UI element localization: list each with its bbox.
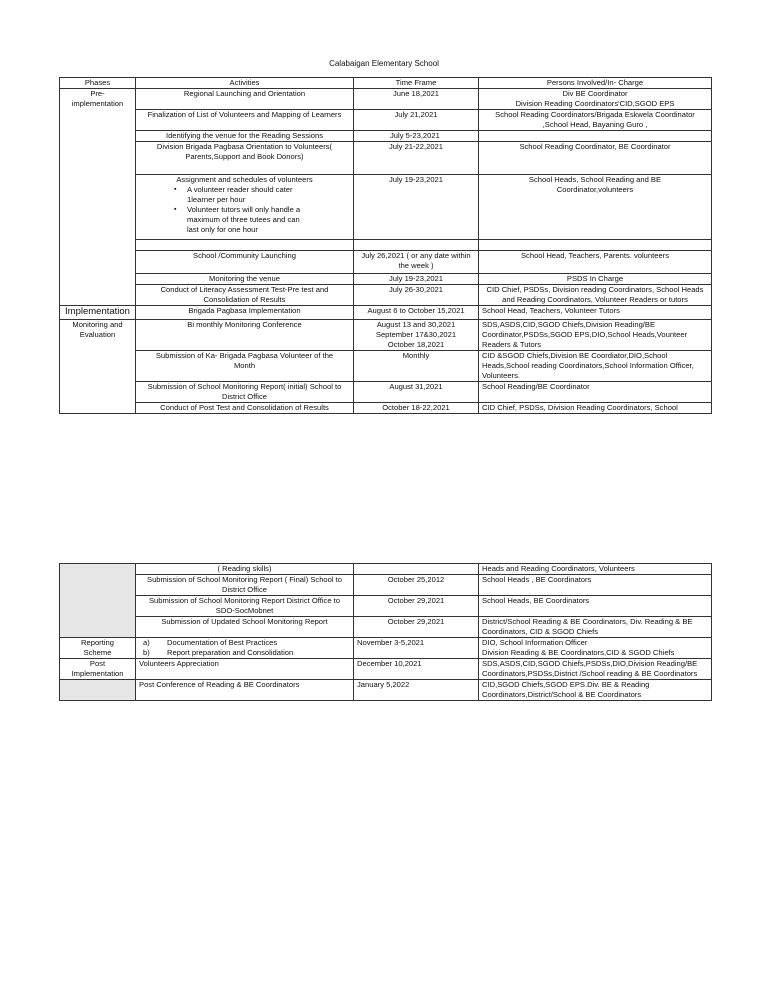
table-row (60, 617, 712, 638)
list-marker: a) (143, 638, 150, 648)
time-cell: June 18,2021 (354, 89, 479, 110)
time-cell: August 31,2021 (354, 381, 479, 402)
phase-reporting-scheme: Reporting Scheme (60, 638, 136, 659)
table-row (60, 638, 712, 659)
persons-text: DIO, School Information Officer Division Reading & BE Coordinators,CID & SGOD Chiefs (482, 638, 675, 658)
table-row (60, 680, 712, 701)
time-cell: October 29,2021 (354, 617, 479, 638)
activity-cell: Finalization of List of Volunteers and Mapping of Learners (136, 110, 354, 131)
table-row (60, 350, 712, 381)
list-marker: b) (143, 648, 150, 658)
activity-cell: Conduct of Literacy Assessment Test-Pre test and Consolidation of Results (136, 285, 354, 306)
table-row-empty (60, 240, 712, 251)
table-row (60, 142, 712, 175)
time-cell: July 19-23,2021 (354, 175, 479, 240)
time-cell: July 19-23,2021 (354, 274, 479, 285)
time-cell: July 26,2021 ( or any date within the week ) (354, 251, 479, 274)
activity-text: Assignment and schedules of volunteers (176, 175, 313, 185)
time-cell: July 26-30,2021 (354, 285, 479, 306)
phase-pre-implementation: Pre-implementation (60, 89, 136, 306)
table-row (60, 110, 712, 131)
time-cell: January 5,2022 (354, 680, 479, 701)
list-item-text: Report preparation and Consolidation (167, 648, 294, 658)
persons-cell (479, 240, 712, 251)
persons-cell: Heads and Reading Coordinators, Volunteers (479, 564, 712, 575)
table-row (60, 596, 712, 617)
persons-cell: School Head, Teachers, Volunteer Tutors (479, 306, 712, 320)
volunteer-rules-list (139, 185, 350, 235)
activity-cell: Post Conference of Reading & BE Coordinators (136, 680, 354, 701)
activity-cell: Submission of Ka- Brigada Pagbasa Volunteer of the Month (136, 350, 354, 381)
persons-cell: CID &SGOD Chiefs,Division BE Coordiator,DIO,School Heads,School reading Coordinators,School Information Officer, Volunteers. (479, 350, 712, 381)
table-row (60, 575, 712, 596)
list-item (143, 648, 350, 658)
activity-cell: Submission of School Monitoring Report District Office to SDO-SocMobnet (136, 596, 354, 617)
time-cell: October 25,2012 (354, 575, 479, 596)
header-activities: Activities (136, 78, 354, 89)
time-cell: July 21,2021 (354, 110, 479, 131)
activity-cell: ( Reading skills) (136, 564, 354, 575)
activity-cell: School /Community Launching (136, 251, 354, 274)
persons-cell: PSDS In Charge (479, 274, 712, 285)
header-phases: Phases (60, 78, 136, 89)
list-item-text: Documentation of Best Practices (167, 638, 278, 648)
time-cell: Monthly (354, 350, 479, 381)
persons-cell (479, 131, 712, 142)
time-cell (354, 240, 479, 251)
list-item: ▪ A volunteer reader should cater 1learner per hour (187, 185, 350, 205)
list-item (143, 638, 350, 648)
activity-plan-table-continued (59, 563, 712, 701)
activity-cell: Regional Launching and Orientation (136, 89, 354, 110)
activity-cell: Volunteers Appreciation (136, 659, 354, 680)
time-cell: November 3-5,2021 (354, 638, 479, 659)
persons-cell: District/School Reading & BE Coordinators, Div. Reading & BE Coordinators, CID & SGOD Chiefs (479, 617, 712, 638)
activity-cell: Submission of School Monitoring Report( initial) School to District Office (136, 381, 354, 402)
table-row (60, 564, 712, 575)
time-cell: October 18-22,2021 (354, 402, 479, 413)
table-row (60, 319, 712, 350)
phase-monitoring-evaluation: Monitoring and Evaluation (60, 319, 136, 413)
time-cell: July 21-22,2021 (354, 142, 479, 175)
table-row (60, 381, 712, 402)
school-title: Calabaigan Elementary School (329, 59, 439, 68)
time-cell: July 5-23,2021 (354, 131, 479, 142)
persons-cell: School Reading Coordinator, BE Coordinator (479, 142, 712, 175)
time-cell: October 29,2021 (354, 596, 479, 617)
reporting-list (139, 638, 350, 658)
activity-cell: Division Brigada Pagbasa Orientation to Volunteers( Parents,Support and Book Donors) (136, 142, 354, 175)
table-row (60, 659, 712, 680)
persons-cell: SDS,ASDS,CID,SGOD Chiefs,PSDSs,DIO,Division Reading/BE Coordinators,PSDSs,District /School reading & BE Coordinators (479, 659, 712, 680)
persons-cell (479, 89, 712, 110)
phase-implementation: Implementation (60, 306, 136, 320)
time-cell (354, 564, 479, 575)
persons-cell: School Reading/BE Coordinator (479, 381, 712, 402)
activity-cell: Conduct of Post Test and Consolidation of Results (136, 402, 354, 413)
time-text: August 13 and 30,2021 September 17&30,2021 October 18,2021 (375, 319, 457, 349)
time-cell: December 10,2021 (354, 659, 479, 680)
activity-cell: Submission of School Monitoring Report ( Final) School to District Office (136, 575, 354, 596)
header-time-frame: Time Frame (354, 78, 479, 89)
activity-cell (136, 240, 354, 251)
activity-cell: Bi monthly Monitoring Conference (136, 319, 354, 350)
persons-cell: CID Chief, PSDSs, Division Reading Coordinators, School (479, 402, 712, 413)
activity-cell: Identifying the venue for the Reading Sessions (136, 131, 354, 142)
persons-cell: SDS,ASDS,CID,SGOD Chiefs,Division Reading/BE Coordinator,PSDSs,SGOD EPS,DIO,School Heads,Vounteer Readers & Tutors (479, 319, 712, 350)
persons-cell: School Heads , BE Coordinators (479, 575, 712, 596)
table-row (60, 274, 712, 285)
persons-text: Div BE Coordinator Division Reading Coordinators'CID,SGOD EPS (515, 89, 675, 109)
persons-cell: School Heads, BE Coordinators (479, 596, 712, 617)
time-cell (354, 319, 479, 350)
table-row (60, 306, 712, 320)
table-row (60, 285, 712, 306)
persons-cell (479, 638, 712, 659)
activity-cell: Brigada Pagbasa Implementation (136, 306, 354, 320)
activity-cell (136, 638, 354, 659)
table-row (60, 89, 712, 110)
table-row (60, 402, 712, 413)
persons-cell: School Head, Teachers, Parents. volunteers (479, 251, 712, 274)
persons-cell: School Reading Coordinators/Brigada Eskwela Coordinator ,School Head, Bayaning Guro , (479, 110, 712, 131)
persons-cell: School Heads, School Reading and BE Coordinator,volunteers (479, 175, 712, 240)
activity-plan-table (59, 77, 712, 414)
table-row (60, 251, 712, 274)
table-row (60, 175, 712, 240)
persons-cell: CID Chief, PSDSs, Division reading Coordinators, School Heads and Reading Coordinators, Volunteer Readers or tutors (479, 285, 712, 306)
table-row (60, 131, 712, 142)
list-item: ▪ Volunteer tutors will only handle a maximum of three tutees and can last only for one hour (187, 205, 350, 235)
phase-post-continued (60, 680, 136, 701)
header-persons: Persons Involved/In- Charge (479, 78, 712, 89)
phase-post-implementation: Post Implementation (60, 659, 136, 680)
activity-cell: Monitoring the venue (136, 274, 354, 285)
activity-cell (136, 175, 354, 240)
phase-monitoring-continued (60, 564, 136, 638)
activity-cell: Submission of Updated School Monitoring Report (136, 617, 354, 638)
table-header-row (60, 78, 712, 89)
time-cell: August 6 to October 15,2021 (354, 306, 479, 320)
persons-cell: CID,SGOD Chiefs,SGOD EPS.Div. BE & Reading Coordinators,District/School & BE Coordinators (479, 680, 712, 701)
